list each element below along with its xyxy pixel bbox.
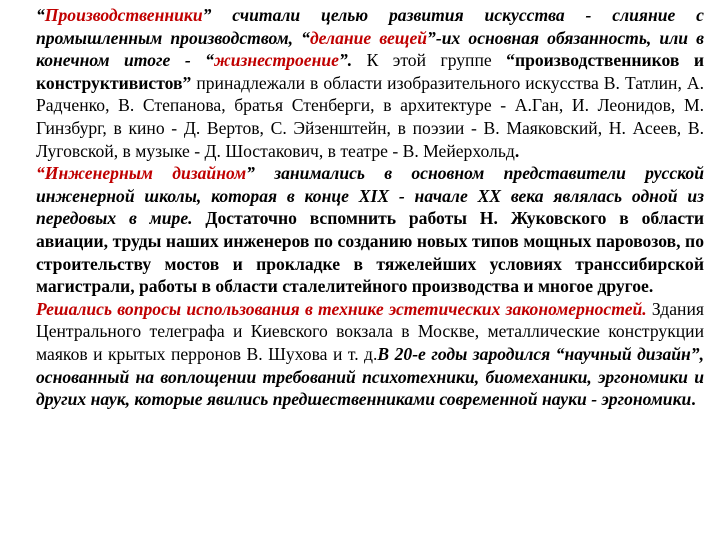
term-making-things: делание вещей [309,27,428,48]
term-engineering-design: Инженерным дизайном [44,163,247,184]
paragraph-aesthetics-in-technology [36,298,704,411]
p1-group-name: “производственников и конструктивистов” [36,50,704,93]
term-life-building: жизнестроение [213,50,339,71]
paragraph-engineering-design [36,162,704,298]
p1-members-list: принадлежали в области изобразительного искусства В. Татлин, А. Радченко, В. Степанова, братья Стенберги, в архитектуре - А.Ган, И. Леонидов, М. Гинзбург, в кино - Д. Вертов, С. Эйзенштейн, в поэзии - В. Маяковский, Н. Асеев, В. Луговской, в музыке - Д. Шостакович, в театре - В. Мейерхольд [36,72,704,161]
p3-examples-text: Здания Центрального телеграфа и Киевского вокзала в Москве, металлические конструкции маяков и крытых перронов В. Шухова и т. д. [36,298,704,364]
p1-text-1: ” считали целью развития искусства - слияние с промышленным производством, “ [36,5,704,48]
open-quote-2: “ [36,163,45,184]
p1-text-2: ”-их основная обязанность, или в конечном итоге - “ [36,27,704,71]
p2-text-1: ” занимались в основном представители русской инженерной школы, которая в конце XIX - начале XX века являлась одной из передовых в мире. [36,163,704,229]
p3-scientific-design-text: В 20-е годы зародился “научный дизайн”, основанный на воплощении требований психотехники, биомеханики, эргономики и других наук, которые явились предшественниками современной науки - эргономики [36,343,704,410]
p3-end-dot: . [691,389,696,410]
p1-text-4: К этой группе [352,50,507,71]
p1-end-dot: . [514,140,520,161]
paragraph-production-artists [36,4,704,162]
term-production-artists: Производственники [44,5,203,25]
p2-text-2: Достаточно вспомнить работы Н. Жуковского в области авиации, труды наших инженеров по созданию новых типов мощных паровозов, по строительству мостов и прокладке в тяжелейших условиях транссибирской магистрали, работы в области сталелитейного производства и многое другое. [36,208,704,297]
p3-heading-text: Решались вопросы использования в технике эстетических закономерностей. [36,298,647,319]
open-quote: “ [36,5,45,25]
p1-text-3: ”. [338,50,353,71]
